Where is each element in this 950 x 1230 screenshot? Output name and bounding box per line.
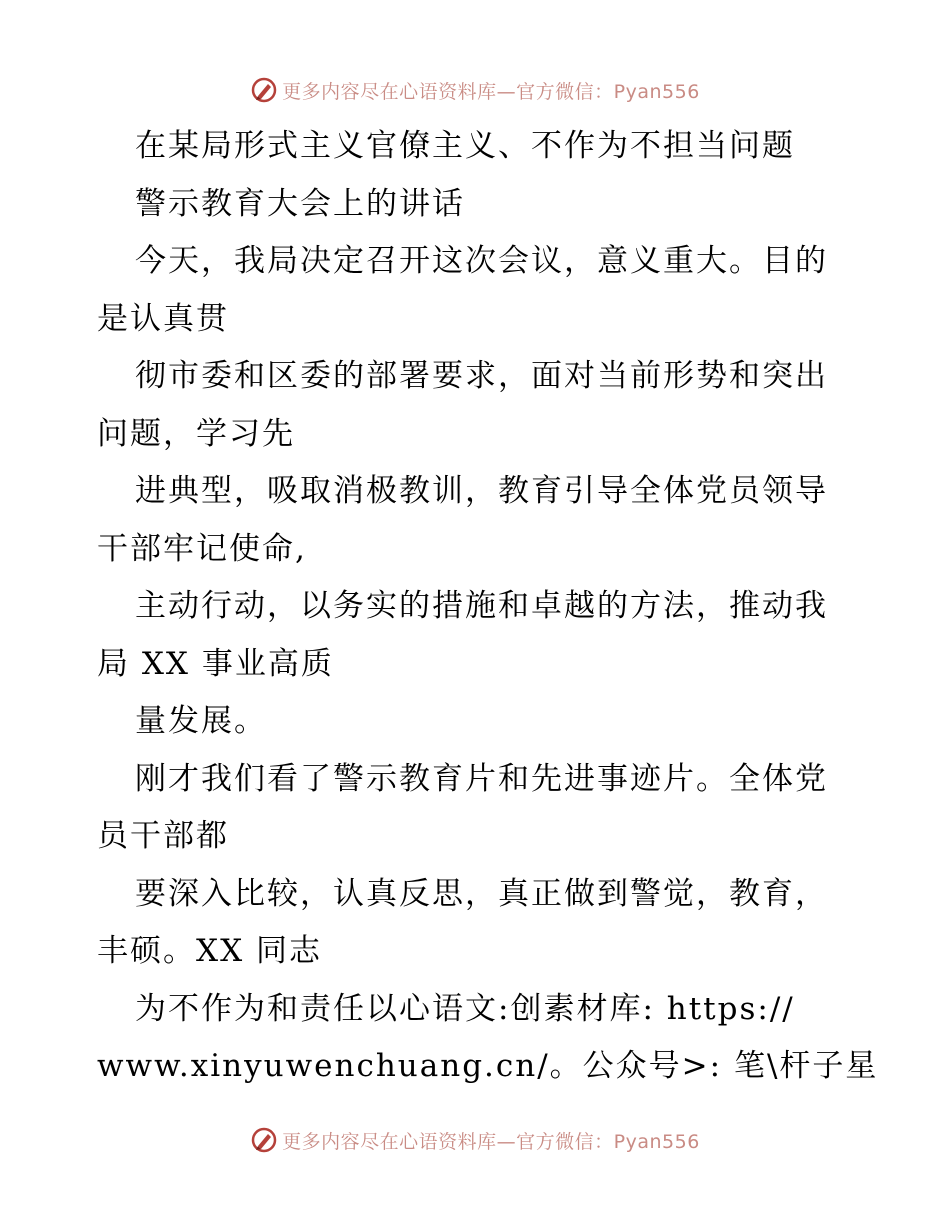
text-line: 问题，学习先 [97, 415, 295, 452]
document-body [97, 118, 879, 1096]
text-line: 是认真贯 [97, 300, 229, 337]
text-line: 警示教育大会上的讲话 [135, 185, 465, 222]
text-line: 局 XX 事业高质 [97, 645, 334, 682]
text-line: 量发展。 [135, 703, 267, 739]
text-line: 员干部都 [97, 818, 229, 854]
text-line: 今天，我局决定召开这次会议，意义重大。目的 [135, 243, 828, 279]
pen-logo-icon [250, 1126, 278, 1154]
footer-watermark-banner [0, 1120, 950, 1160]
text-line: 要深入比较，认真反思，真正做到警觉，教育， [135, 875, 828, 912]
text-line: 干部牢记使命, [97, 530, 307, 567]
text-line: 刚才我们看了警示教育片和先进事迹片。全体党 [135, 760, 828, 797]
text-line: 丰硕。XX 同志 [97, 933, 322, 969]
text-line: www.xinyuwenchuang.cn/。公众号>: 笔\杆子星 [97, 1048, 879, 1084]
footer-watermark-text: 更多内容尽在心语资料库—官方微信：Pyan556 [282, 1130, 700, 1153]
text-line: 彻市委和区委的部署要求，面对当前形势和突出 [135, 358, 828, 394]
header-watermark-banner [0, 70, 950, 110]
text-line: 为不作为和责任以心语文:创素材库: https:// [135, 990, 795, 1027]
text-line: 主动行动，以务实的措施和卓越的方法，推动我 [135, 588, 828, 624]
text-line: 进典型，吸取消极教训，教育引导全体党员领导 [135, 473, 828, 509]
text-line: 在某局形式主义官僚主义、不作为不担当问题 [135, 128, 795, 164]
header-watermark-text: 更多内容尽在心语资料库—官方微信：Pyan556 [282, 80, 700, 103]
pen-logo-icon [250, 76, 278, 104]
